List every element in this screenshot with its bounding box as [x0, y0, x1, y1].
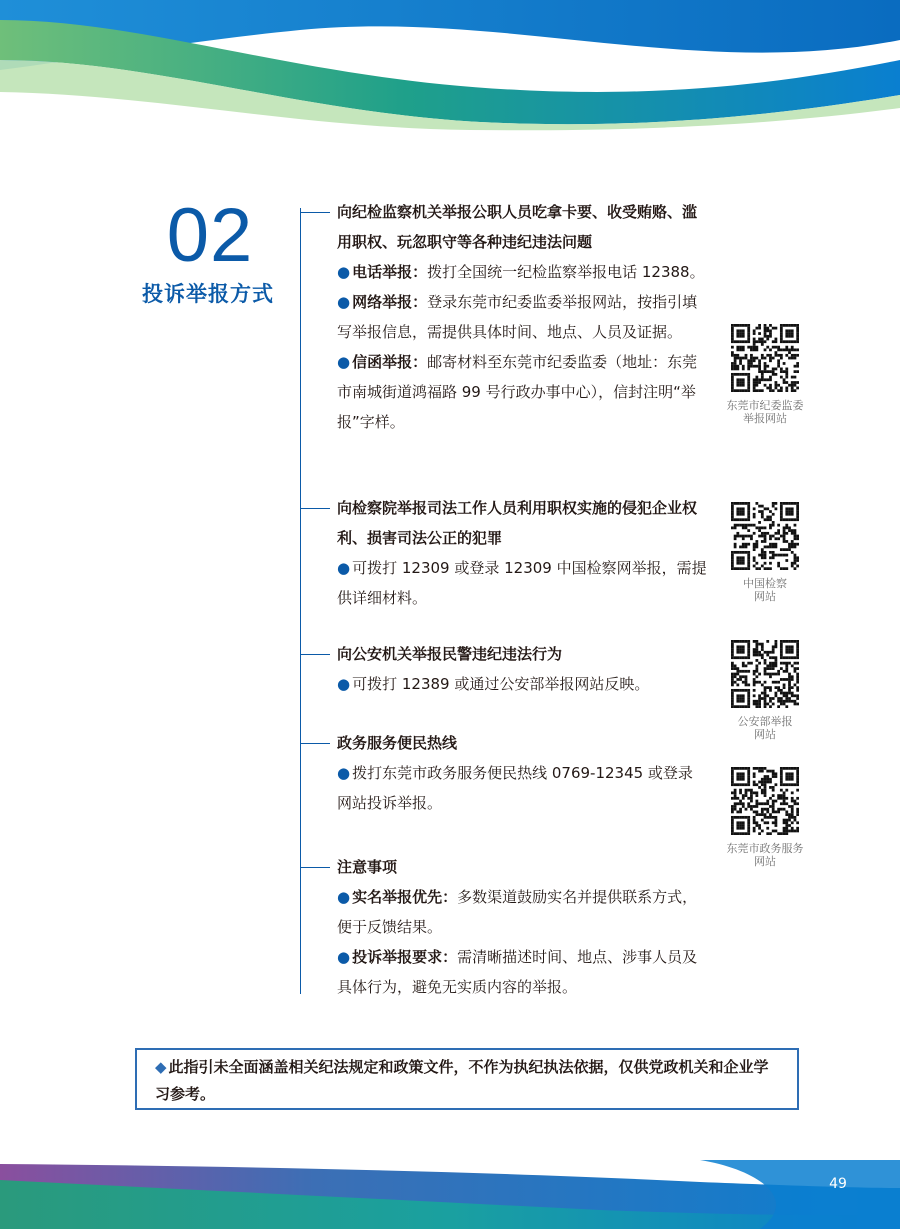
page-number: 49 — [829, 1176, 847, 1192]
report-block-notes — [337, 852, 707, 1002]
qr-code-icon[interactable] — [731, 640, 799, 708]
bottom-wave-decoration — [0, 1160, 900, 1229]
disclaimer-box — [135, 1048, 799, 1110]
qr-code-icon[interactable] — [731, 502, 799, 570]
block-heading: 注意事项 — [337, 858, 398, 876]
block-heading: 向检察院举报司法工作人员利用职权实施的侵犯企业权利、损害司法公正的犯罪 — [337, 499, 698, 547]
timeline-tick — [300, 743, 330, 744]
list-item: ● 投诉举报要求：需清晰描述时间、地点、涉事人员及具体行为，避免无实质内容的举报。 — [337, 948, 698, 996]
bullet-icon: ● — [337, 888, 351, 906]
report-block-police — [337, 639, 707, 699]
block-heading: 政务服务便民热线 — [337, 734, 458, 752]
timeline-tick — [300, 654, 330, 655]
list-item: ● 信函举报：邮寄材料至东莞市纪委监委（地址：东莞市南城街道鸿福路 99 号行政办事中心），信封注明“举报”字样。 — [337, 353, 698, 431]
block-heading: 向纪检监察机关举报公职人员吃拿卡要、收受贿赂、滥用职权、玩忽职守等各种违纪违法问题 — [337, 203, 698, 251]
diamond-icon: ◆ — [155, 1058, 167, 1076]
qr-code-icon[interactable] — [731, 767, 799, 835]
section-number: 02 — [166, 193, 254, 278]
report-block-hotline — [337, 728, 707, 818]
bullet-icon: ● — [337, 263, 351, 281]
bullet-icon: ● — [337, 353, 351, 371]
section-title: 投诉举报方式 — [142, 282, 274, 306]
report-block-discipline — [337, 197, 707, 437]
report-block-procuratorate — [337, 493, 707, 613]
list-item: ● 可拨打 12309 或登录 12309 中国检察网举报，需提供详细材料。 — [337, 559, 707, 607]
qr-caption: 东莞市政务服务 网站 — [726, 842, 804, 868]
list-item: ● 可拨打 12389 或通过公安部举报网站反映。 — [337, 675, 650, 693]
bullet-icon: ● — [337, 559, 351, 577]
bullet-icon: ● — [337, 293, 351, 311]
list-item: ● 实名举报优先：多数渠道鼓励实名并提供联系方式，便于反馈结果。 — [337, 888, 698, 936]
disclaimer-text: 此指引未全面涵盖相关纪法规定和政策文件，不作为执纪执法依据，仅供党政机关和企业学习参考。 — [155, 1058, 769, 1103]
block-heading: 向公安机关举报民警违纪违法行为 — [337, 645, 563, 663]
timeline-tick — [300, 867, 330, 868]
qr-caption: 东莞市纪委监委 举报网站 — [726, 399, 804, 425]
qr-caption: 中国检察 网站 — [743, 577, 787, 603]
top-wave-decoration — [0, 0, 900, 140]
qr-code-icon[interactable] — [731, 324, 799, 392]
bullet-icon: ● — [337, 948, 351, 966]
bullet-icon: ● — [337, 764, 351, 782]
timeline-tick — [300, 508, 330, 509]
list-item: ● 网络举报：登录东莞市纪委监委举报网站，按指引填写举报信息，需提供具体时间、地点、人员及证据。 — [337, 293, 698, 341]
qr-caption: 公安部举报 网站 — [737, 715, 793, 741]
bullet-icon: ● — [337, 675, 351, 693]
list-item: ● 拨打东莞市政务服务便民热线 0769-12345 或登录网站投诉举报。 — [337, 764, 693, 812]
list-item: ● 电话举报：拨打全国统一纪检监察举报电话 12388。 — [337, 263, 705, 281]
timeline-line — [300, 208, 301, 994]
timeline-tick — [300, 212, 330, 213]
